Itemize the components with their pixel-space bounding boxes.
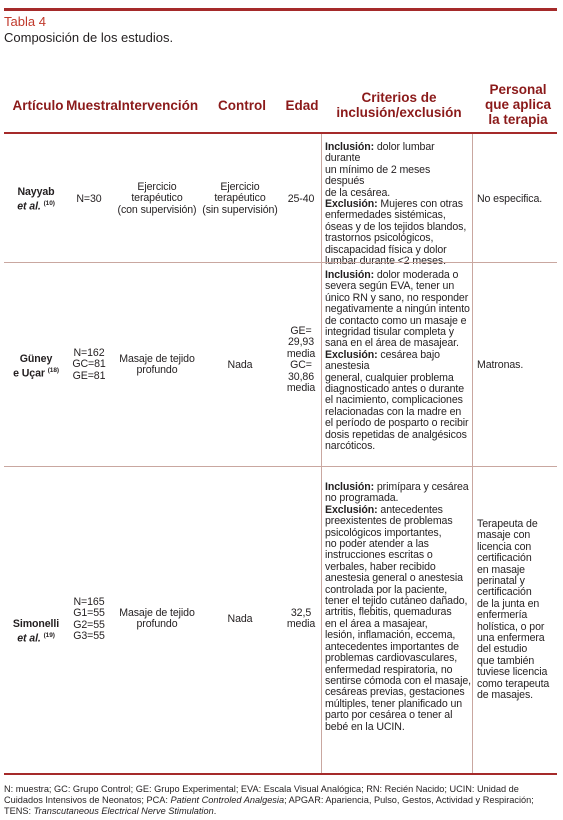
exclusion-text: relacionadas con la madre en bbox=[325, 405, 462, 418]
cell-criterios bbox=[325, 482, 471, 733]
cell-edad bbox=[282, 194, 320, 205]
edad-line: GC= bbox=[290, 359, 312, 372]
personal-line: licencia con bbox=[477, 540, 532, 553]
control-line: (sin supervisión) bbox=[202, 203, 278, 216]
edad-line: media bbox=[286, 382, 316, 395]
cell-personal bbox=[477, 360, 557, 371]
divider-personal bbox=[472, 134, 473, 773]
exclusion-text: narcóticos. bbox=[325, 440, 376, 453]
articulo-line1: Simonelli bbox=[12, 618, 60, 630]
inclusion-text: severa según EVA, tener un bbox=[325, 280, 455, 293]
exclusion-text: enfermedades sistémicas, bbox=[325, 209, 446, 222]
cell-articulo bbox=[4, 187, 68, 213]
header-criterios-line1: Criterios de bbox=[361, 90, 437, 105]
intervencion-line: (con supervisión) bbox=[117, 203, 197, 216]
muestra-line: G2=55 bbox=[73, 618, 105, 631]
intervencion-line: profundo bbox=[136, 364, 178, 377]
exclusion-text: general, cualquier problema bbox=[325, 371, 454, 384]
articulo-line1: Nayyab bbox=[17, 186, 55, 198]
inclusion-text: de contacto como un masaje e bbox=[325, 314, 467, 327]
intervencion-line: Masaje de tejido bbox=[119, 353, 195, 365]
exclusion-text: instrucciones escritas o bbox=[325, 549, 433, 562]
exclusion-text: tener el tejido cutáneo dañado, bbox=[325, 595, 468, 608]
exclusion-text: el período de posparto o recibir bbox=[325, 417, 469, 430]
header-personal-line1: Personal bbox=[489, 82, 547, 97]
top-rule bbox=[4, 8, 557, 11]
row-separator bbox=[4, 466, 557, 467]
control-line: Nada bbox=[227, 359, 253, 371]
personal-line: que también bbox=[477, 654, 535, 667]
cell-intervencion bbox=[112, 182, 202, 216]
inclusion-label: Inclusión: bbox=[325, 141, 375, 153]
cell-articulo bbox=[4, 354, 68, 380]
cell-criterios bbox=[325, 270, 471, 453]
header-criterios-line2: inclusión/exclusión bbox=[336, 105, 462, 120]
header-rule bbox=[4, 132, 557, 134]
exclusion-text: psicológicos importantes, bbox=[325, 526, 442, 539]
personal-line: tuviese licencia bbox=[477, 666, 548, 679]
cell-intervencion bbox=[112, 354, 202, 377]
exclusion-text: enfermedad respiratoria, no bbox=[325, 663, 453, 676]
edad-line: 30,86 bbox=[287, 370, 314, 383]
articulo-line2: et al. bbox=[17, 200, 41, 213]
table-title: Composición de los estudios. bbox=[4, 30, 174, 45]
header-intervencion: Intervención bbox=[117, 98, 199, 113]
reference-marker: (19) bbox=[43, 632, 55, 640]
exclusion-text: cesáreas previas, gestaciones bbox=[325, 686, 465, 699]
muestra-line: N=30 bbox=[76, 193, 102, 205]
exclusion-text: preexistentes de problemas bbox=[325, 515, 453, 528]
control-line: Nada bbox=[227, 613, 253, 625]
header-edad: Edad bbox=[285, 98, 319, 113]
personal-line: como terapeuta bbox=[477, 677, 550, 690]
exclusion-text: antecedentes bbox=[377, 503, 443, 516]
personal-line: Matronas. bbox=[477, 359, 524, 371]
divider-criterios bbox=[321, 134, 322, 773]
articulo-line2: e Uçar bbox=[13, 367, 45, 380]
exclusion-label: Exclusión: bbox=[325, 198, 378, 211]
exclusion-text: Mujeres con otras bbox=[377, 198, 463, 211]
exclusion-label: Exclusión: bbox=[325, 348, 378, 361]
cell-personal bbox=[477, 194, 557, 205]
inclusion-text: primípara y cesárea bbox=[374, 481, 469, 493]
bottom-rule bbox=[4, 773, 557, 775]
cell-control bbox=[198, 360, 282, 371]
personal-line: holística, o por bbox=[477, 620, 545, 633]
inclusion-text: dolor moderada o bbox=[374, 269, 459, 281]
personal-line: masaje con bbox=[477, 529, 531, 542]
inclusion-text: único RN y sano, no responder bbox=[325, 291, 469, 304]
footnote-tens: Transcutaneous Electrical Nerve Stimulation bbox=[33, 805, 214, 816]
personal-line: Terapeuta de bbox=[477, 518, 538, 530]
exclusion-text: el nacimiento, complicaciones bbox=[325, 394, 463, 407]
inclusion-text: negativamente a ningún intento bbox=[325, 303, 470, 316]
personal-line: de masajes. bbox=[477, 689, 534, 702]
inclusion-label: Inclusión: bbox=[325, 269, 375, 281]
header-personal-line2: que aplica bbox=[484, 97, 552, 112]
personal-line: certificación bbox=[477, 586, 532, 599]
exclusion-text: no poder atender a las bbox=[325, 538, 429, 551]
personal-line: perinatal y bbox=[477, 575, 525, 588]
muestra-line: N=162 bbox=[73, 347, 105, 359]
exclusion-text: verbales, haber recibido bbox=[325, 560, 436, 573]
inclusion-text: de la cesárea. bbox=[325, 186, 391, 199]
cell-edad bbox=[282, 608, 320, 631]
inclusion-text: integridad tisular completa y bbox=[325, 326, 454, 339]
control-line: Ejercicio bbox=[220, 181, 260, 193]
intervencion-line: Masaje de tejido bbox=[119, 607, 195, 619]
exclusion-text: sentirse cómoda con el masaje, bbox=[325, 674, 471, 687]
table-footnote bbox=[4, 784, 557, 816]
footnote-pca: Patient Controled Analgesia bbox=[170, 794, 285, 805]
header-criterios bbox=[322, 90, 476, 120]
exclusion-label: Exclusión: bbox=[325, 503, 378, 516]
inclusion-text: un mínimo de 2 meses después bbox=[325, 163, 431, 188]
edad-line: media bbox=[286, 347, 316, 360]
edad-line: GE= bbox=[290, 325, 312, 337]
cell-control bbox=[198, 614, 282, 625]
inclusion-text: no programada. bbox=[325, 492, 399, 505]
exclusion-text: anestesia general o anestesia bbox=[325, 572, 463, 585]
footnote-text: . bbox=[213, 805, 217, 816]
header-personal-line3: la terapia bbox=[488, 112, 548, 127]
header-personal bbox=[478, 82, 558, 127]
articulo-line1: Güney bbox=[19, 353, 53, 365]
exclusion-text: diagnosticado antes o durante bbox=[325, 383, 465, 396]
cell-intervencion bbox=[112, 608, 202, 631]
reference-marker: (10) bbox=[43, 200, 55, 208]
exclusion-text: óseas y de los tejidos blandos, bbox=[325, 220, 467, 233]
intervencion-line: Ejercicio bbox=[137, 181, 177, 193]
edad-line: media bbox=[286, 618, 316, 631]
intervencion-line: terapéutico bbox=[131, 192, 183, 205]
exclusion-text: cesárea bajo anestesia bbox=[325, 348, 440, 373]
cell-personal bbox=[477, 519, 557, 702]
personal-line: certificación bbox=[477, 552, 532, 565]
personal-line: del estudio bbox=[477, 643, 528, 656]
edad-line: 29,93 bbox=[287, 336, 314, 349]
exclusion-text: en el área a masajear, bbox=[325, 617, 428, 630]
exclusion-text: discapacidad física y dolor bbox=[325, 243, 447, 256]
exclusion-text: trastornos psicológicos, bbox=[325, 232, 434, 245]
personal-line: en masaje bbox=[477, 563, 525, 576]
reference-marker: (18) bbox=[47, 367, 59, 375]
exclusion-text: controlada por la paciente, bbox=[325, 583, 448, 596]
cell-muestra bbox=[64, 194, 114, 205]
footnote-text: ; APGAR: Apariencia, Pulso, Gestos, Actividad y Respiración; TENS: bbox=[4, 794, 534, 816]
cell-muestra bbox=[64, 348, 114, 382]
control-line: terapéutico bbox=[214, 192, 266, 205]
exclusion-text: parto por cesárea o tener al bbox=[325, 709, 453, 722]
exclusion-text: múltiples, tener planificado un bbox=[325, 697, 463, 710]
header-articulo: Artículo bbox=[12, 98, 64, 113]
header-muestra: Muestra bbox=[66, 98, 118, 113]
exclusion-text: bebé en la UCIN. bbox=[325, 720, 405, 733]
cell-muestra bbox=[64, 597, 114, 643]
personal-line: una enfermera bbox=[477, 632, 545, 645]
personal-line: enfermería bbox=[477, 609, 528, 622]
exclusion-text: antecedentes importantes de bbox=[325, 640, 459, 653]
exclusion-text: dosis repetidas de analgésicos bbox=[325, 428, 467, 441]
muestra-line: G1=55 bbox=[73, 607, 105, 620]
personal-line: No especifica. bbox=[477, 193, 543, 205]
footnote-text: N: muestra; GC: Grupo Control; GE: Grupo Experimental; EVA: Escala Visual Analógica; RN: Recién Nacido; UCIN: Unidad de Cuidados Intensivos de Neonatos; PCA: bbox=[4, 784, 519, 805]
exclusion-text: lesión, inflamación, eccema, bbox=[325, 629, 456, 642]
cell-edad bbox=[282, 326, 320, 394]
personal-line: de la junta en bbox=[477, 597, 540, 610]
exclusion-text: problemas cardiovasculares, bbox=[325, 652, 458, 665]
cell-criterios bbox=[325, 142, 471, 267]
table-header bbox=[4, 82, 557, 132]
inclusion-label: Inclusión: bbox=[325, 481, 375, 493]
edad-line: 32,5 bbox=[290, 607, 312, 619]
inclusion-text: dolor lumbar durante bbox=[325, 141, 435, 165]
inclusion-text: sana en el área de masajear. bbox=[325, 337, 459, 350]
muestra-line: G3=55 bbox=[73, 630, 105, 643]
cell-control bbox=[198, 182, 282, 216]
muestra-line: GE=81 bbox=[72, 369, 106, 382]
articulo-line2: et al. bbox=[17, 632, 41, 645]
muestra-line: GC=81 bbox=[72, 358, 106, 371]
table-label: Tabla 4 bbox=[4, 14, 46, 29]
cell-articulo bbox=[4, 619, 68, 645]
edad-line: 25-40 bbox=[287, 193, 315, 205]
row-separator bbox=[4, 262, 557, 263]
muestra-line: N=165 bbox=[73, 596, 105, 608]
intervencion-line: profundo bbox=[136, 618, 178, 631]
header-control: Control bbox=[218, 98, 266, 113]
exclusion-text: artritis, flebitis, quemaduras bbox=[325, 606, 452, 619]
